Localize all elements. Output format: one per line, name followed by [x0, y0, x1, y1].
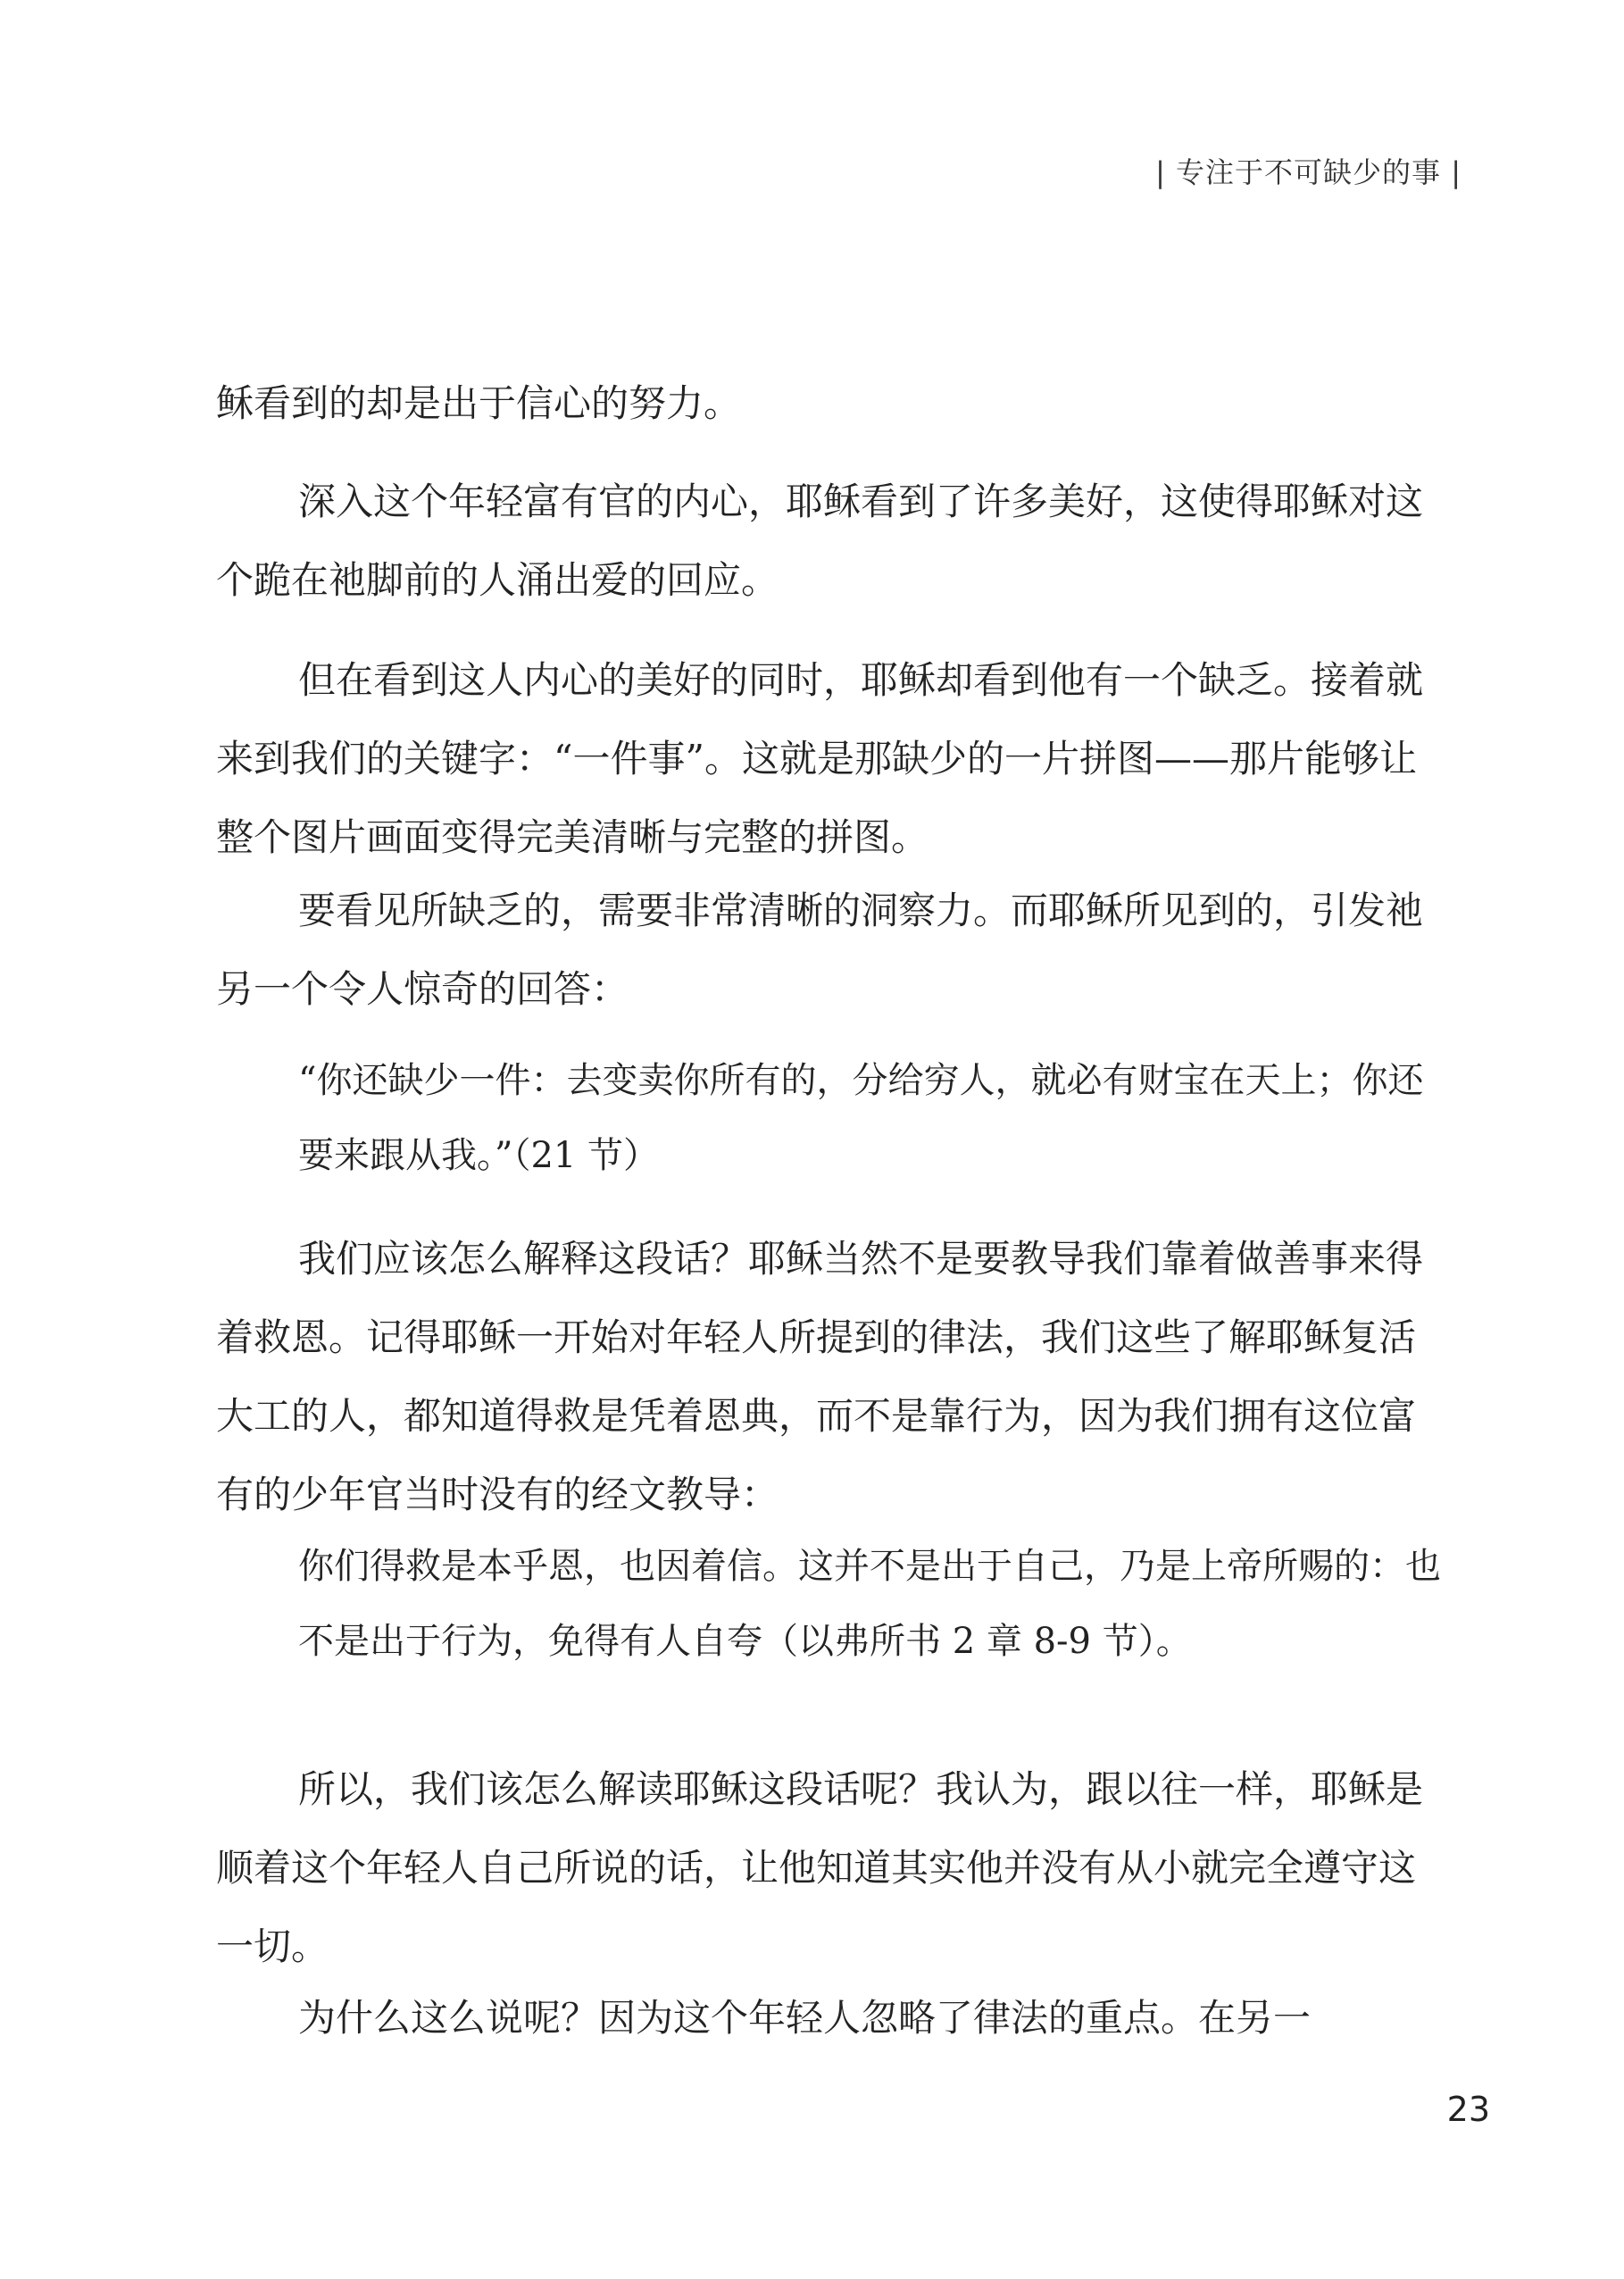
scripture-quote-1: “你还缺少一件：去变卖你所有的，分给穷人，就必有财宝在天上；你还要来跟从我。”（21 节） [298, 1060, 1424, 1176]
paragraph-2: 深入这个年轻富有官的内心，耶稣看到了许多美好，这使得耶稣对这个跪在祂脚前的人涌出爱的回应。 [216, 480, 1424, 602]
paragraph-1: 稣看到的却是出于信心的努力。 [216, 381, 742, 425]
page-number: 23 [1446, 2090, 1490, 2129]
paragraph-6: 所以，我们该怎么解读耶稣这段话呢？我认为，跟以往一样，耶稣是顺着这个年轻人自己所说的话，让他知道其实他并没有从小就完全遵守这一切。 [216, 1767, 1424, 1968]
paragraph-5: 我们应该怎么解释这段话？耶稣当然不是要教导我们靠着做善事来得着救恩。记得耶稣一开始对年轻人所提到的律法，我们这些了解耶稣复活大工的人，都知道得救是凭着恩典，而不是靠行为，因为我们拥有这位富有的少年官当时没有的经文教导： [216, 1237, 1424, 1516]
paragraph-4: 要看见所缺乏的，需要非常清晰的洞察力。而耶稣所见到的，引发祂另一个令人惊奇的回答： [216, 889, 1424, 1011]
scripture-quote-2: 你们得救是本乎恩，也因着信。这并不是出于自己，乃是上帝所赐的：也不是出于行为，免得有人自夸（以弗所书 2 章 8-9 节）。 [298, 1546, 1441, 1662]
running-header: | 专注于不可缺少的事 | [1155, 155, 1462, 189]
paragraph-3: 但在看到这人内心的美好的同时，耶稣却看到他有一个缺乏。接着就来到我们的关键字：“一件事”。这就是那缺少的一片拼图——那片能够让整个图片画面变得完美清晰与完整的拼图。 [216, 658, 1424, 859]
paragraph-7: 为什么这么说呢？因为这个年轻人忽略了律法的重点。在另一 [298, 1996, 1312, 2040]
